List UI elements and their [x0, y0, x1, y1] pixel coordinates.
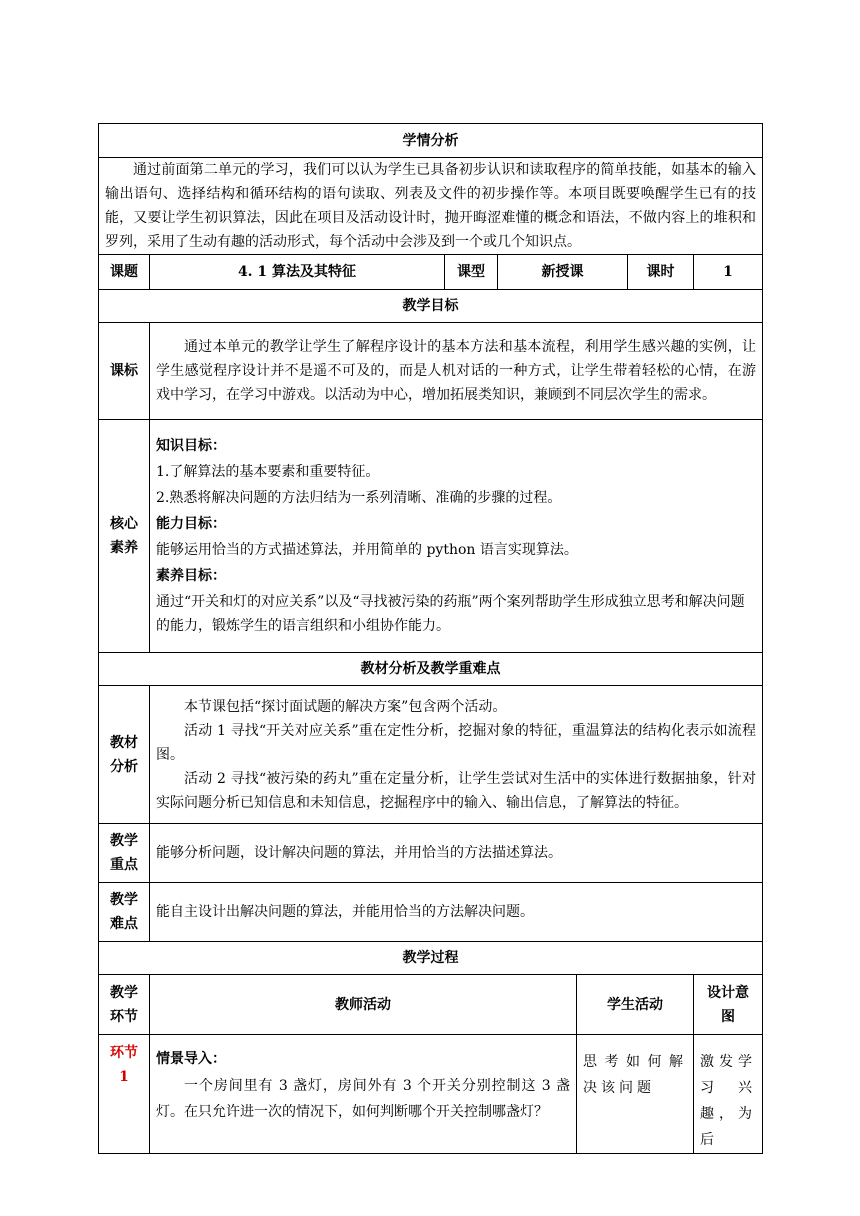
- key-label-line-1: 教学: [110, 833, 138, 849]
- stage-cell-1: [99, 1035, 150, 1154]
- teacher-activity-title: 情景导入：: [156, 1051, 226, 1067]
- teacher-activity-header: 教师活动: [150, 975, 577, 1035]
- material-label-line-2: 分析: [110, 758, 138, 775]
- literacy-text: 通过“开关和灯的对应关系”以及“寻找被污染的药瓶”两个案列帮助学生形成独立思考和解决问题的能力，锻炼学生的语言组织和小组协作能力。: [156, 594, 745, 634]
- lesson-plan-table: [98, 123, 763, 1154]
- type-value: 新授课: [498, 255, 628, 290]
- design-intent-header: [694, 975, 763, 1035]
- core-label-line-1: 核心: [110, 516, 138, 532]
- difficult-label-line-2: 难点: [110, 916, 138, 932]
- literacy-title: 素养目标：: [156, 568, 226, 584]
- knowledge-title: 知识目标：: [156, 438, 226, 454]
- hours-label: 课时: [628, 255, 694, 290]
- teacher-activity-text: 一个房间里有 3 盏灯，房间外有 3 个开关分别控制这 3 盏灯。在只允许进一次的情况下，如何判断哪个开关控制哪盏灯？: [156, 1078, 570, 1120]
- design-intent-cell-1: 激发学习兴趣，为后: [694, 1035, 763, 1154]
- stage-1-line-2: 1: [119, 1069, 129, 1085]
- objectives-header: 教学目标: [99, 290, 763, 323]
- stage-header-line-2: 环节: [110, 1008, 138, 1025]
- design-header-line-1: 设计意: [707, 984, 749, 1001]
- topic-label: 课题: [99, 255, 150, 290]
- stage-header-line-1: 教学: [110, 984, 138, 1001]
- stage-1-line-1: 环节: [110, 1045, 138, 1061]
- stage-column-header: [99, 975, 150, 1035]
- key-point-text: 能够分析问题，设计解决问题的算法，并用恰当的方法描述算法。: [150, 824, 763, 883]
- topic-value: 4. 1 算法及其特征: [150, 255, 445, 290]
- core-label-line-2: 素养: [110, 540, 138, 556]
- student-analysis-text: 通过前面第二单元的学习，我们可以认为学生已具备初步认识和读取程序的简单技能，如基本的输入输出语句、选择结构和循环结构的语句读取、列表及文件的初步操作等。本项目既要唤醒学生已有的技能，又要让学生初识算法，因此在项目及活动设计时，抛开晦涩难懂的概念和语法，不做内容上的堆积和罗列，采用了生动有趣的活动形式，每个活动中会涉及到一个或几个知识点。: [99, 158, 763, 255]
- teacher-activity-cell-1: [150, 1035, 577, 1154]
- ability-title: 能力目标：: [156, 516, 226, 532]
- process-header: 教学过程: [99, 942, 763, 975]
- difficult-point-text: 能自主设计出解决问题的算法，并能用恰当的方法解决问题。: [150, 883, 763, 942]
- material-analysis-label: [99, 686, 150, 824]
- material-header: 教材分析及教学重难点: [99, 653, 763, 686]
- material-para-2: 活动 1 寻找“开关对应关系”重在定性分析，挖掘对象的特征，重温算法的结构化表示如流程图。: [156, 722, 756, 763]
- student-activity-cell-1: 思考如何解决该问题: [577, 1035, 694, 1154]
- student-activity-header: 学生活动: [577, 975, 694, 1035]
- core-literacy-label: [99, 420, 150, 653]
- design-header-line-2: 图: [721, 1008, 735, 1025]
- key-label-line-2: 重点: [110, 857, 138, 873]
- difficult-label-line-1: 教学: [110, 892, 138, 908]
- hours-value: 1: [694, 255, 763, 290]
- material-label-line-1: 教材: [110, 734, 138, 751]
- knowledge-item-1: 1.了解算法的基本要素和重要特征。: [156, 464, 380, 480]
- standard-label: 课标: [99, 323, 150, 420]
- student-analysis-header: 学情分析: [99, 124, 763, 158]
- difficult-point-label: [99, 883, 150, 942]
- material-analysis-content: [150, 686, 763, 824]
- material-para-3: 活动 2 寻找“被污染的药丸”重在定量分析，让学生尝试对生活中的实体进行数据抽象，针对实际问题分析已知信息和未知信息，挖掘程序中的输入、输出信息，了解算法的特征。: [156, 770, 756, 811]
- ability-text: 能够运用恰当的方式描述算法，并用简单的 python 语言实现算法。: [156, 542, 578, 558]
- knowledge-item-2: 2.熟悉将解决问题的方法归结为一系列清晰、准确的步骤的过程。: [156, 490, 562, 506]
- core-literacy-content: [150, 420, 763, 653]
- key-point-label: [99, 824, 150, 883]
- type-label: 课型: [445, 255, 498, 290]
- standard-text: 通过本单元的教学让学生了解程序设计的基本方法和基本流程，利用学生感兴趣的实例，让学生感觉程序设计并不是遥不可及的，而是人机对话的一种方式，让学生带着轻松的心情，在游戏中学习，在学习中游戏。以活动为中心，增加拓展类知识，兼顾到不同层次学生的需求。: [150, 323, 763, 420]
- material-para-1: 本节课包括“探讨面试题的解决方案”包含两个活动。: [184, 698, 507, 715]
